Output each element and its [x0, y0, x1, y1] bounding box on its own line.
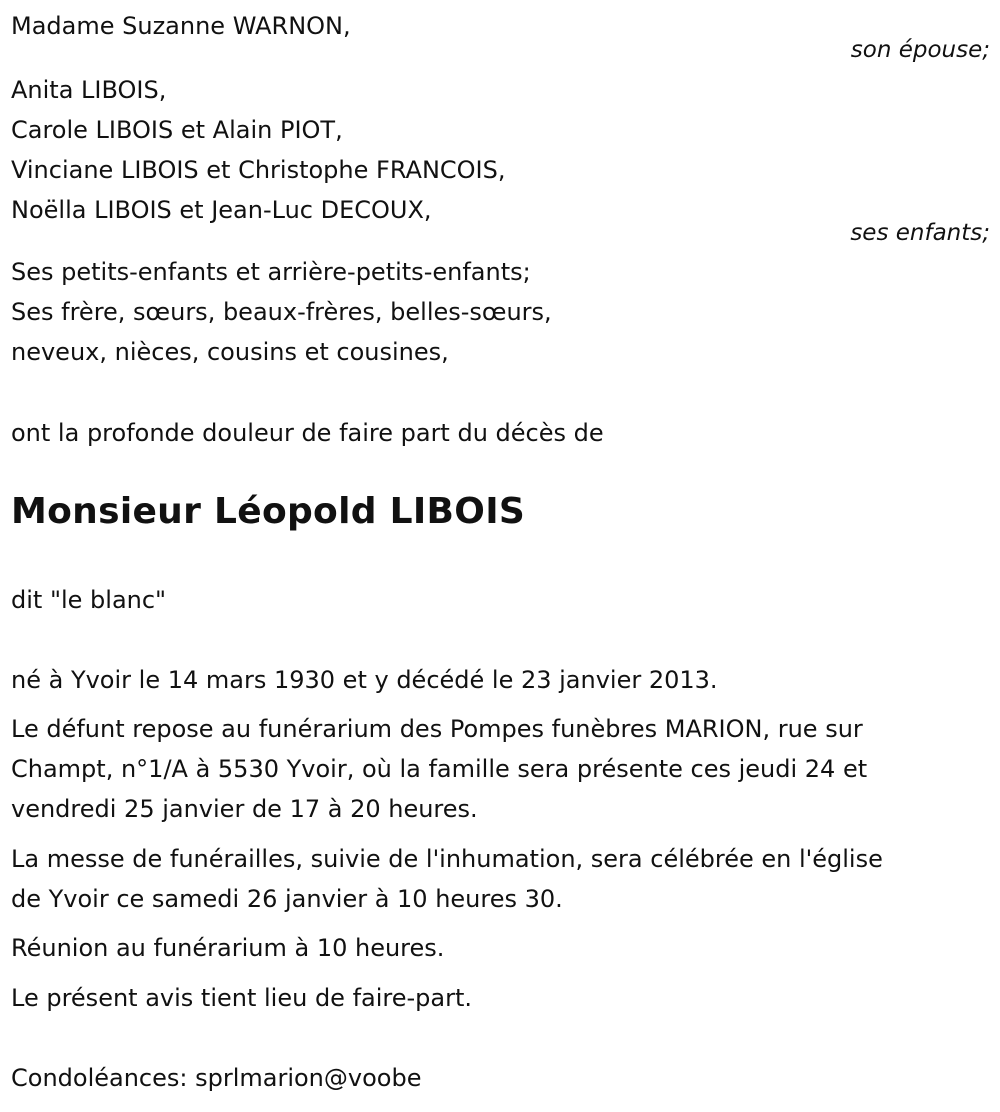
- spouse-name: Madame Suzanne WARNON,: [11, 12, 351, 40]
- spouse-role: son épouse;: [850, 37, 990, 63]
- funeral-line: de Yvoir ce samedi 26 janvier à 10 heures 30.: [11, 885, 563, 913]
- repose-line: vendredi 25 janvier de 17 à 20 heures.: [11, 795, 478, 823]
- deceased-nickname: dit "le blanc": [11, 586, 167, 614]
- child-line: Noëlla LIBOIS et Jean-Luc DECOUX,: [11, 196, 432, 224]
- children-role: ses enfants;: [850, 220, 990, 246]
- child-line: Anita LIBOIS,: [11, 76, 167, 104]
- announcement-text: ont la profonde douleur de faire part du décès de: [11, 419, 604, 447]
- repose-line: Le défunt repose au funérarium des Pompes funèbres MARION, rue sur: [11, 715, 863, 743]
- birth-death-line: né à Yvoir le 14 mars 1930 et y décédé le 23 janvier 2013.: [11, 666, 718, 694]
- family-line: Ses frère, sœurs, beaux-frères, belles-sœurs,: [11, 298, 552, 326]
- funeral-line: La messe de funérailles, suivie de l'inhumation, sera célébrée en l'église: [11, 845, 883, 873]
- condolences-line: Condoléances: sprlmarion@voobe: [11, 1064, 422, 1092]
- repose-line: Champt, n°1/A à 5530 Yvoir, où la famille sera présente ces jeudi 24 et: [11, 755, 868, 783]
- family-line: neveux, nièces, cousins et cousines,: [11, 338, 449, 366]
- notice-line: Le présent avis tient lieu de faire-part.: [11, 984, 473, 1012]
- child-line: Vinciane LIBOIS et Christophe FRANCOIS,: [11, 156, 506, 184]
- reunion-line: Réunion au funérarium à 10 heures.: [11, 934, 445, 962]
- deceased-name: Monsieur Léopold LIBOIS: [11, 491, 526, 532]
- family-line: Ses petits-enfants et arrière-petits-enfants;: [11, 258, 531, 286]
- child-line: Carole LIBOIS et Alain PIOT,: [11, 116, 343, 144]
